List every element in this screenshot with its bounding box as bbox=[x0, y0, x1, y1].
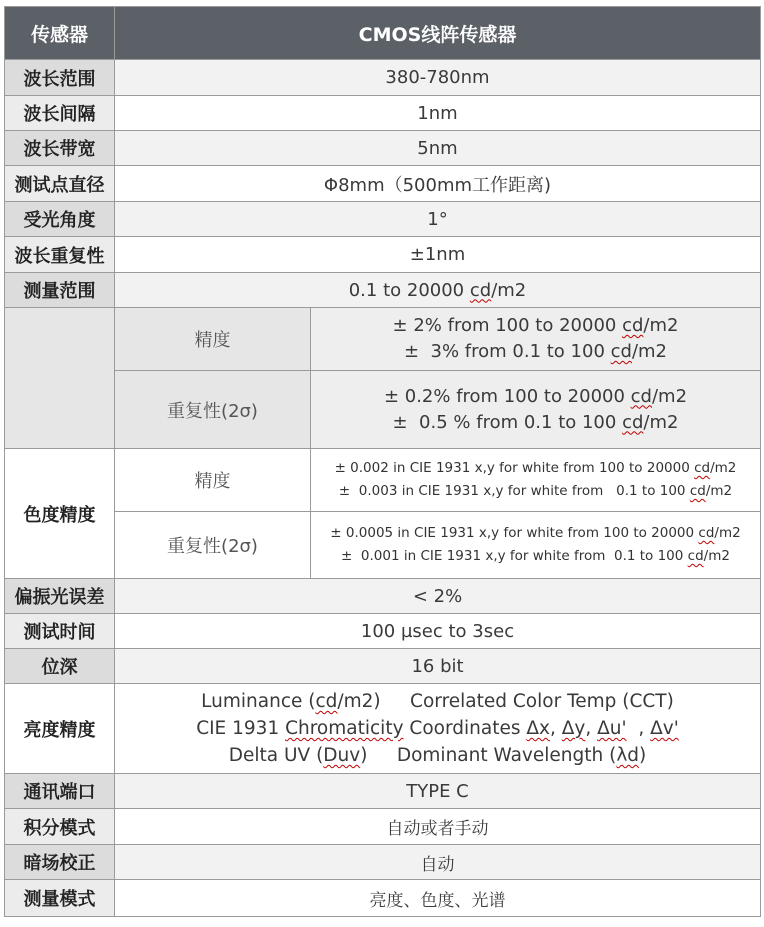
table-row bbox=[5, 166, 761, 202]
luminance-accuracy-value bbox=[311, 308, 761, 371]
table-row bbox=[5, 512, 761, 579]
table-row bbox=[5, 809, 761, 845]
row-label: 亮度精度 bbox=[5, 684, 115, 774]
row-value: < 2% bbox=[115, 579, 761, 614]
sub-label-chroma-repeatability: 重复性(2σ) bbox=[115, 512, 311, 579]
table-row bbox=[5, 237, 761, 273]
chroma-repeatability-line1: ± 0.0005 in CIE 1931 x,y for white from 100 to 20000 cd/m2 bbox=[330, 525, 741, 541]
table-row bbox=[5, 845, 761, 880]
row-value: Φ8mm（500mm工作距离) bbox=[115, 166, 761, 202]
row-label: 偏振光误差 bbox=[5, 579, 115, 614]
table-row bbox=[5, 96, 761, 131]
row-label: 测量模式 bbox=[5, 880, 115, 917]
table-row bbox=[5, 273, 761, 308]
brightness-line2: CIE 1931 Chromaticity Coordinates Δx, Δy, Δu' , Δv' bbox=[196, 718, 679, 739]
row-value: ±1nm bbox=[115, 237, 761, 273]
table-row bbox=[5, 880, 761, 917]
table-row bbox=[5, 449, 761, 512]
row-value: 5nm bbox=[115, 131, 761, 166]
luminance-repeatability-line1: ± 0.2% from 100 to 20000 cd/m2 bbox=[383, 385, 688, 407]
chroma-accuracy-line1: ± 0.002 in CIE 1931 x,y for white from 100 to 20000 cd/m2 bbox=[334, 460, 737, 476]
brightness-line3: Delta UV (Duv) Dominant Wavelength (λd) bbox=[228, 745, 647, 766]
brightness-line1: Luminance (cd/m2) Correlated Color Temp (CCT) bbox=[201, 691, 674, 712]
brightness-accuracy-value bbox=[115, 684, 761, 774]
row-value: 16 bit bbox=[115, 649, 761, 684]
table-row bbox=[5, 202, 761, 237]
row-value: 亮度、色度、光谱 bbox=[115, 880, 761, 917]
row-label: 波长范围 bbox=[5, 60, 115, 96]
table-header-row bbox=[5, 7, 761, 60]
row-value: 100 µsec to 3sec bbox=[115, 614, 761, 649]
table-row bbox=[5, 308, 761, 371]
row-label: 测试点直径 bbox=[5, 166, 115, 202]
row-value: 1nm bbox=[115, 96, 761, 131]
luminance-repeatability-line2: ± 0.5 % from 0.1 to 100 cd/m2 bbox=[392, 411, 679, 433]
table-row bbox=[5, 60, 761, 96]
sub-label-chroma-accuracy: 精度 bbox=[115, 449, 311, 512]
row-label: 通讯端口 bbox=[5, 774, 115, 809]
row-label: 波长间隔 bbox=[5, 96, 115, 131]
table-row bbox=[5, 614, 761, 649]
row-value: TYPE C bbox=[115, 774, 761, 809]
table-row bbox=[5, 579, 761, 614]
row-label: 测量范围 bbox=[5, 273, 115, 308]
header-sensor: 传感器 bbox=[5, 7, 115, 60]
row-label: 暗场校正 bbox=[5, 845, 115, 880]
luminance-accuracy-line2: ± 3% from 0.1 to 100 cd/m2 bbox=[403, 341, 668, 362]
table-row bbox=[5, 371, 761, 449]
row-label: 测试时间 bbox=[5, 614, 115, 649]
chroma-accuracy-value bbox=[311, 449, 761, 512]
row-label: 积分模式 bbox=[5, 809, 115, 845]
row-value: 0.1 to 20000 cd/m2 bbox=[115, 273, 761, 308]
header-sensor-type: CMOS线阵传感器 bbox=[115, 7, 761, 60]
row-value: 自动 bbox=[115, 845, 761, 880]
table-row bbox=[5, 649, 761, 684]
luminance-accuracy-line1: ± 2% from 100 to 20000 cd/m2 bbox=[392, 315, 679, 336]
row-label: 波长带宽 bbox=[5, 131, 115, 166]
table-row bbox=[5, 774, 761, 809]
sub-label-accuracy: 精度 bbox=[115, 308, 311, 371]
row-value: 1° bbox=[115, 202, 761, 237]
row-value: 自动或者手动 bbox=[115, 809, 761, 845]
row-label-empty bbox=[5, 308, 115, 449]
table-row bbox=[5, 684, 761, 774]
row-value: 380-780nm bbox=[115, 60, 761, 96]
table-row bbox=[5, 131, 761, 166]
chroma-repeatability-line2: ± 0.001 in CIE 1931 x,y for white from 0.1 to 100 cd/m2 bbox=[341, 548, 730, 564]
chroma-repeatability-value bbox=[311, 512, 761, 579]
row-label: 色度精度 bbox=[5, 449, 115, 579]
luminance-repeatability-value bbox=[311, 371, 761, 449]
row-label: 受光角度 bbox=[5, 202, 115, 237]
row-label: 位深 bbox=[5, 649, 115, 684]
row-label: 波长重复性 bbox=[5, 237, 115, 273]
spec-table bbox=[4, 6, 761, 917]
sub-label-repeatability: 重复性(2σ) bbox=[115, 371, 311, 449]
chroma-accuracy-line2: ± 0.003 in CIE 1931 x,y for white from 0.1 to 100 cd/m2 bbox=[338, 483, 733, 499]
